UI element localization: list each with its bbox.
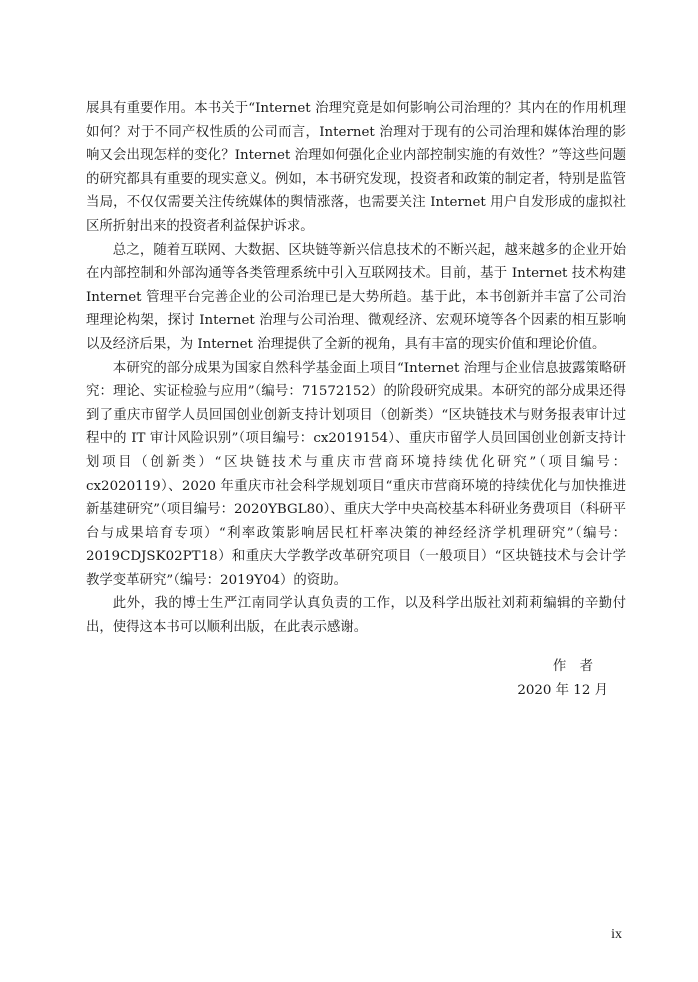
paragraph-acknowledgement: 此外，我的博士生严江南同学认真负责的工作，以及科学出版社刘莉莉编辑的辛勤付出，使得这本书可以顺利出版，在此表示感谢。	[86, 596, 626, 636]
signature-date: 2020 年 12 月	[517, 682, 608, 698]
page-number: ix	[611, 927, 622, 942]
preface-body	[86, 97, 626, 640]
paragraph-summary: 总之，随着互联网、大数据、区块链等新兴信息技术的不断兴起，越来越多的企业开始在内部控制和外部沟通等各类管理系统中引入互联网技术。目前，基于 Internet 技术构建 Internet 管理平台完善企业的公司治理已是大势所趋。基于此，本书创新并丰富了公司治理理论构架，探讨 Internet 治理与公司治理、微观经济、宏观环境等各个因素的相互影响以及经济后果，为 Internet 治理提供了全新的视角，具有丰富的现实价值和理论价值。	[86, 242, 626, 352]
paragraph-continued: 展具有重要作用。本书关于“Internet 治理究竟是如何影响公司治理的？其内在的作用机理如何？对于不同产权性质的公司而言，Internet 治理对于现有的公司治理和媒体治理的影响又会出现怎样的变化？Internet 治理如何强化企业内部控制实施的有效性？”等这些问题的研究都具有重要的现实意义。例如，本书研究发现，投资者和政策的制定者，特别是监管当局，不仅仅需要关注传统媒体的舆情涨落，也需要关注 Internet 用户自发形成的虚拟社区所折射出来的投资者利益保护诉求。	[86, 101, 626, 234]
signature-author: 作 者	[552, 659, 593, 674]
signature-block	[517, 655, 608, 702]
paragraph-funding: 本研究的部分成果为国家自然科学基金面上项目“Internet 治理与企业信息披露策略研究：理论、实证检验与应用”（编号：71572152）的阶段研究成果。本研究的部分成果还得到了重庆市留学人员回国创业创新支持计划项目（创新类）“区块链技术与财务报表审计过程中的 IT 审计风险识别”（项目编号：cx2019154）、重庆市留学人员回国创业创新支持计划项目（创新类）“区块链技术与重庆市营商环境持续优化研究”（项目编号：cx2020119）、2020 年重庆市社会科学规划项目“重庆市营商环境的持续优化与加快推进新基建研究”（项目编号：2020YBGL80）、重庆大学中央高校基本科研业务费项目（科研平台与成果培育专项）“利率政策影响居民杠杆率决策的神经经济学机理研究”（编号：2019CDJSK02PT18）和重庆大学教学改革研究项目（一般项目）“区块链技术与会计学教学变革研究”（编号：2019Y04）的资助。	[86, 360, 626, 588]
